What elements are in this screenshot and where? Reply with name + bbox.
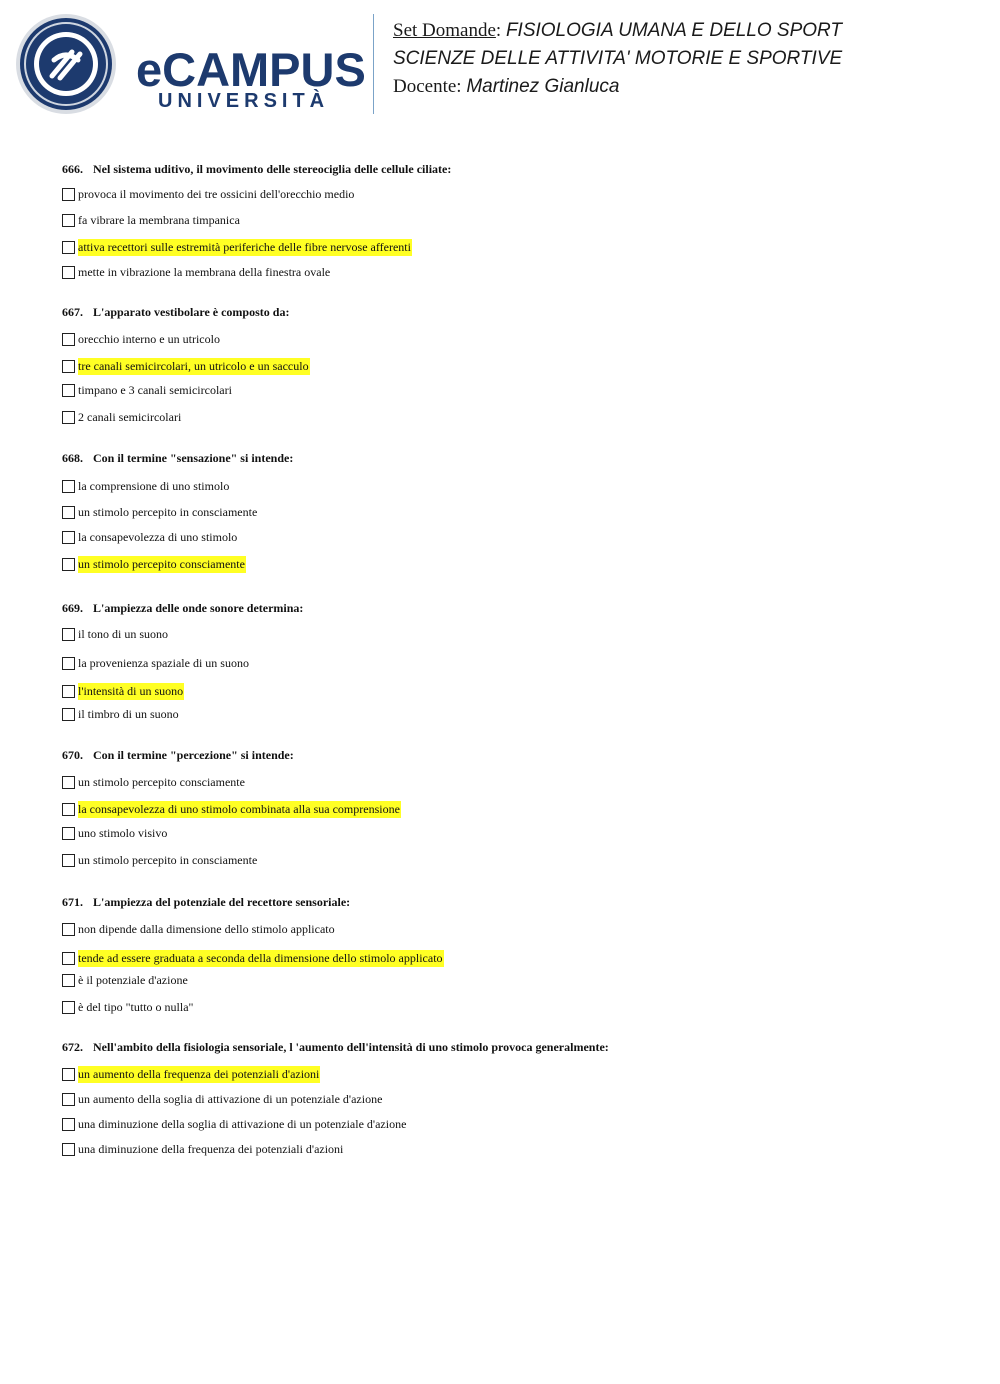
option-text: 2 canali semicircolari [78,409,182,424]
checkbox[interactable] [62,480,75,493]
header-line-3 [393,73,842,101]
checkbox[interactable] [62,188,75,201]
option-text: la consapevolezza di uno stimolo [78,529,238,544]
course-subtitle: SCIENZE DELLE ATTIVITA' MOTORIE E SPORTIVE [393,48,843,69]
checkbox[interactable] [62,266,75,279]
question-text: Con il termine "percezione" si intende: [93,748,294,762]
checkbox[interactable] [62,1118,75,1131]
header-info [393,17,842,101]
answer-option[interactable] [62,330,221,348]
option-text: attiva recettori sulle estremità periferiche delle fibre nervose afferenti [78,239,411,254]
checkbox[interactable] [62,827,75,840]
option-text: l'intensità di un suono [78,683,184,698]
question-title [62,895,350,910]
answer-option[interactable] [62,1115,407,1133]
question-text: L'apparato vestibolare è composto da: [93,305,290,319]
answer-option-highlighted[interactable] [62,800,401,818]
option-text: un stimolo percepito in consciamente [78,852,258,867]
option-text: fa vibrare la membrana timpanica [78,212,240,227]
teacher-name: Martinez Gianluca [466,76,620,97]
option-text: un aumento della soglia di attivazione di un potenziale d'azione [78,1091,383,1106]
option-text: provoca il movimento dei tre ossicini dell'orecchio medio [78,186,355,201]
option-text: un stimolo percepito consciamente [78,774,245,789]
checkbox[interactable] [62,214,75,227]
answer-option[interactable] [62,528,238,546]
option-text: timpano e 3 canali semicircolari [78,382,232,397]
ecampus-logo [14,12,364,116]
checkbox[interactable] [62,1001,75,1014]
checkbox[interactable] [62,558,75,571]
answer-option-highlighted[interactable] [62,555,246,573]
option-text: un aumento della frequenza dei potenziali d'azioni [78,1066,320,1081]
checkbox[interactable] [62,974,75,987]
answer-option[interactable] [62,381,233,399]
header-line-1 [393,17,842,45]
answer-option[interactable] [62,477,230,495]
option-text: la consapevolezza di uno stimolo combinata alla sua comprensione [78,801,400,816]
question-title [62,601,303,616]
option-text: è del tipo "tutto o nulla" [78,999,194,1014]
answer-option[interactable] [62,971,189,989]
answer-option-highlighted[interactable] [62,357,310,375]
option-text: un stimolo percepito in consciamente [78,504,258,519]
checkbox[interactable] [62,360,75,373]
question-number: 667. [62,305,83,319]
question-text: Nell'ambito della fisiologia sensoriale, l 'aumento dell'intensità di uno stimolo provoca generalmente: [93,1040,609,1054]
checkbox[interactable] [62,333,75,346]
answer-option-highlighted[interactable] [62,949,444,967]
checkbox[interactable] [62,506,75,519]
question-number: 669. [62,601,83,615]
answer-option[interactable] [62,503,258,521]
answer-option[interactable] [62,851,258,869]
page-header [0,0,1000,130]
answer-option[interactable] [62,1090,383,1108]
question-title [62,748,294,763]
question-number: 666. [62,162,83,176]
checkbox[interactable] [62,803,75,816]
option-text: è il potenziale d'azione [78,972,188,987]
question-text: Con il termine "sensazione" si intende: [93,451,294,465]
question-number: 671. [62,895,83,909]
question-text: Nel sistema uditivo, il movimento delle stereociglia delle cellule ciliate: [93,162,452,176]
answer-option[interactable] [62,408,182,426]
option-text: tende ad essere graduata a seconda della dimensione dello stimolo applicato [78,950,443,965]
question-number: 672. [62,1040,83,1054]
option-text: una diminuzione della soglia di attivazione di un potenziale d'azione [78,1116,407,1131]
option-text: tre canali semicircolari, un utricolo e un sacculo [78,358,309,373]
teacher-label: Docente: [393,76,467,97]
question-number: 668. [62,451,83,465]
checkbox[interactable] [62,1068,75,1081]
question-title [62,305,289,320]
option-text: la provenienza spaziale di un suono [78,655,249,670]
option-text: la comprensione di uno stimolo [78,478,230,493]
checkbox[interactable] [62,923,75,936]
answer-option[interactable] [62,263,331,281]
question-title [62,1040,609,1055]
question-number: 670. [62,748,83,762]
checkbox[interactable] [62,685,75,698]
answer-option[interactable] [62,654,250,672]
question-title [62,162,451,177]
checkbox[interactable] [62,776,75,789]
checkbox[interactable] [62,384,75,397]
logo-brand-text: eCAMPUS [136,43,366,96]
answer-option-highlighted[interactable] [62,1065,320,1083]
answer-option-highlighted[interactable] [62,682,184,700]
answer-option[interactable] [62,705,180,723]
answer-option[interactable] [62,185,355,203]
option-text: non dipende dalla dimensione dello stimolo applicato [78,921,335,936]
checkbox[interactable] [62,1143,75,1156]
answer-option[interactable] [62,773,246,791]
option-text: uno stimolo visivo [78,825,168,840]
checkbox[interactable] [62,241,75,254]
answer-option[interactable] [62,824,168,842]
question-text: L'ampiezza delle onde sonore determina: [93,601,304,615]
university-seal-icon [14,12,118,116]
checkbox[interactable] [62,708,75,721]
set-separator: : [495,20,506,41]
option-text: orecchio interno e un utricolo [78,331,220,346]
question-title [62,451,293,466]
checkbox[interactable] [62,1093,75,1106]
option-text: il timbro di un suono [78,706,179,721]
answer-option[interactable] [62,1140,344,1158]
answer-option[interactable] [62,625,169,643]
checkbox[interactable] [62,657,75,670]
header-divider [373,14,374,114]
set-label: Set Domande [393,20,496,41]
question-text: L'ampiezza del potenziale del recettore sensoriale: [93,895,351,909]
answer-option[interactable] [62,211,241,229]
answer-option[interactable] [62,920,336,938]
option-text: una diminuzione della frequenza dei potenziali d'azioni [78,1141,344,1156]
checkbox[interactable] [62,628,75,641]
checkbox[interactable] [62,411,75,424]
course-title: FISIOLOGIA UMANA E DELLO SPORT [505,20,843,41]
option-text: un stimolo percepito consciamente [78,556,245,571]
option-text: il tono di un suono [78,626,169,641]
checkbox[interactable] [62,854,75,867]
answer-option-highlighted[interactable] [62,238,412,256]
logo-subtitle-text: UNIVERSITÀ [158,90,330,112]
checkbox[interactable] [62,952,75,965]
checkbox[interactable] [62,531,75,544]
option-text: mette in vibrazione la membrana della finestra ovale [78,264,331,279]
answer-option[interactable] [62,998,194,1016]
